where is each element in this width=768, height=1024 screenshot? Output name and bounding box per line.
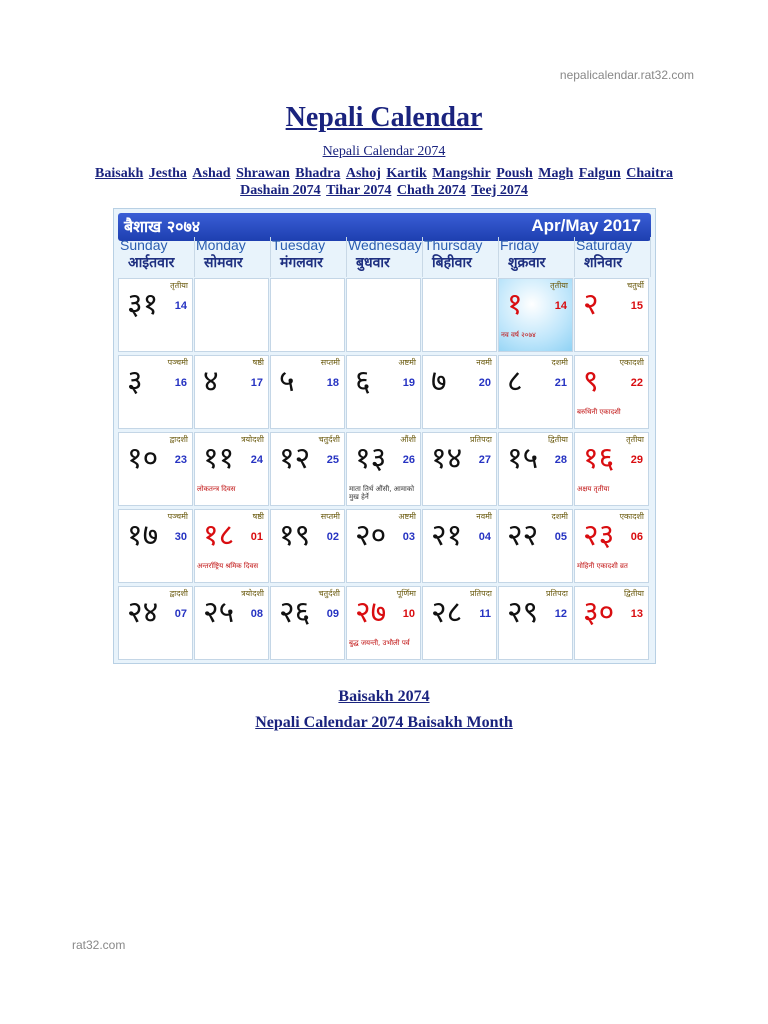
empty-cell bbox=[194, 278, 269, 352]
tithi-label: प्रतिपदा bbox=[469, 589, 492, 598]
tithi-label: पञ्चमी bbox=[167, 358, 188, 367]
date-cell[interactable] bbox=[270, 586, 345, 660]
date-cell[interactable] bbox=[574, 355, 649, 429]
event-label: लोकतन्त्र दिवस bbox=[197, 485, 236, 493]
date-cell[interactable] bbox=[498, 586, 573, 660]
date-cell[interactable] bbox=[422, 432, 497, 506]
nav-month-jestha[interactable]: Jestha bbox=[148, 166, 187, 181]
date-cell[interactable] bbox=[346, 355, 421, 429]
nepali-date: ५ bbox=[279, 364, 295, 399]
nav-month-ashoj[interactable]: Ashoj bbox=[345, 166, 381, 181]
english-date: 09 bbox=[326, 608, 339, 620]
event-label: नव वर्ष २०७४ bbox=[501, 331, 536, 339]
month-nav bbox=[0, 166, 768, 182]
tithi-label: पञ्चमी bbox=[167, 512, 188, 521]
date-cell[interactable] bbox=[118, 432, 193, 506]
english-date: 03 bbox=[402, 531, 415, 543]
nav-month-shrawan[interactable]: Shrawan bbox=[236, 166, 290, 181]
english-date: 16 bbox=[174, 377, 187, 389]
date-cell[interactable] bbox=[346, 586, 421, 660]
tithi-label: चतुर्थी bbox=[627, 281, 644, 290]
date-cell[interactable] bbox=[118, 278, 193, 352]
tithi-label: एकादशी bbox=[619, 512, 644, 521]
nav-month-kartik[interactable]: Kartik bbox=[386, 166, 427, 181]
english-date: 18 bbox=[326, 377, 339, 389]
tithi-label: एकादशी bbox=[619, 358, 644, 367]
tithi-label: सप्तमी bbox=[320, 512, 340, 521]
baisakh-month-link[interactable]: Nepali Calendar 2074 Baisakh Month bbox=[255, 714, 513, 731]
day-name-nepali: सोमवार bbox=[204, 255, 243, 271]
tithi-label: अष्टमी bbox=[398, 358, 416, 367]
nepali-date: २७ bbox=[355, 595, 387, 630]
date-cell[interactable] bbox=[422, 509, 497, 583]
nepali-date: ११ bbox=[203, 441, 235, 476]
date-cell[interactable] bbox=[422, 586, 497, 660]
english-date: 17 bbox=[250, 377, 263, 389]
event-label: अक्षय तृतीया bbox=[577, 485, 610, 493]
day-name-nepali: मंगलवार bbox=[280, 255, 323, 271]
nav-month-ashad[interactable]: Ashad bbox=[192, 166, 231, 181]
day-name-english: Wednesday bbox=[348, 237, 422, 253]
nepali-date: ३ bbox=[127, 364, 143, 399]
nepali-date: ३० bbox=[583, 595, 615, 630]
nepali-date: ४ bbox=[203, 364, 219, 399]
footer-url: rat32.com bbox=[72, 938, 126, 952]
event-label: बरुथिनी एकादशी bbox=[577, 408, 621, 416]
nepali-date: १३ bbox=[355, 441, 387, 476]
empty-cell bbox=[270, 278, 345, 352]
nepali-date: १९ bbox=[279, 518, 311, 553]
english-date: 12 bbox=[554, 608, 567, 620]
date-cell[interactable] bbox=[574, 432, 649, 506]
nav-month-baisakh[interactable]: Baisakh bbox=[95, 166, 144, 181]
nepali-date: २० bbox=[355, 518, 387, 553]
english-date: 15 bbox=[630, 300, 643, 312]
day-header-saturday bbox=[574, 237, 651, 277]
tithi-label: प्रतिपदा bbox=[545, 589, 568, 598]
tithi-label: अष्टमी bbox=[398, 512, 416, 521]
nav-festival-tihar-2074[interactable]: Tihar 2074 bbox=[326, 183, 392, 198]
day-name-nepali: शुक्रवार bbox=[508, 255, 546, 271]
english-date: 23 bbox=[174, 454, 187, 466]
day-name-english: Thursday bbox=[424, 237, 483, 253]
date-cell[interactable] bbox=[498, 432, 573, 506]
english-date: 06 bbox=[630, 531, 643, 543]
day-header-sunday bbox=[118, 237, 195, 277]
day-header-tuesday bbox=[270, 237, 347, 277]
english-date: 10 bbox=[402, 608, 415, 620]
date-cell[interactable] bbox=[498, 509, 573, 583]
day-name-nepali: आईतवार bbox=[128, 255, 175, 271]
nepali-date: २ bbox=[583, 287, 599, 322]
event-label: बुद्ध जयन्ती, उभौली पर्व bbox=[349, 639, 410, 647]
festival-nav bbox=[0, 183, 768, 199]
english-date: 25 bbox=[326, 454, 339, 466]
english-date: 13 bbox=[630, 608, 643, 620]
day-name-english: Friday bbox=[500, 237, 539, 253]
date-cell[interactable] bbox=[118, 586, 193, 660]
day-name-english: Saturday bbox=[576, 237, 633, 253]
nepali-date: ३१ bbox=[127, 287, 159, 322]
nepali-date: १६ bbox=[583, 441, 615, 476]
nav-month-bhadra[interactable]: Bhadra bbox=[295, 166, 341, 181]
nepali-date: २२ bbox=[507, 518, 539, 553]
english-date: 24 bbox=[250, 454, 263, 466]
date-cell[interactable] bbox=[574, 278, 649, 352]
event-label: अन्तर्राष्ट्रिय श्रमिक दिवस bbox=[197, 562, 259, 570]
site-header-url: nepalicalendar.rat32.com bbox=[559, 68, 694, 82]
nepali-date: २६ bbox=[279, 595, 311, 630]
nav-festival-teej-2074[interactable]: Teej 2074 bbox=[471, 183, 528, 198]
date-cell[interactable] bbox=[194, 586, 269, 660]
nepali-date: २८ bbox=[431, 595, 463, 630]
tithi-label: पूर्णिमा bbox=[396, 589, 416, 598]
tithi-label: द्वादशी bbox=[169, 589, 188, 598]
tithi-label: चतुर्दशी bbox=[318, 435, 340, 444]
page-title[interactable]: Nepali Calendar bbox=[285, 102, 483, 133]
date-cell[interactable] bbox=[118, 509, 193, 583]
baisakh-link[interactable]: Baisakh 2074 bbox=[338, 688, 430, 705]
nepali-date: १२ bbox=[279, 441, 311, 476]
tithi-label: प्रतिपदा bbox=[469, 435, 492, 444]
english-date: 30 bbox=[174, 531, 187, 543]
english-date: 29 bbox=[630, 454, 643, 466]
date-cell[interactable] bbox=[118, 355, 193, 429]
day-name-english: Sunday bbox=[120, 237, 168, 253]
date-cell[interactable] bbox=[270, 509, 345, 583]
nav-month-chaitra[interactable]: Chaitra bbox=[626, 166, 673, 181]
english-date: 05 bbox=[554, 531, 567, 543]
tithi-label: द्वितीया bbox=[623, 589, 644, 598]
calendar-header-nepali: बैशाख २०७४ bbox=[124, 217, 201, 236]
nepali-date: ७ bbox=[431, 364, 447, 399]
english-date: 01 bbox=[250, 531, 263, 543]
date-cell[interactable] bbox=[422, 355, 497, 429]
english-date: 14 bbox=[174, 300, 187, 312]
tithi-label: नवमी bbox=[476, 358, 492, 367]
english-date: 21 bbox=[554, 377, 567, 389]
nepali-date: १० bbox=[127, 441, 159, 476]
nepali-date: २५ bbox=[203, 595, 235, 630]
empty-cell bbox=[346, 278, 421, 352]
english-date: 02 bbox=[326, 531, 339, 543]
nepali-date: १७ bbox=[127, 518, 159, 553]
date-cell[interactable] bbox=[346, 509, 421, 583]
tithi-label: औंशी bbox=[400, 435, 416, 444]
nepali-date: २३ bbox=[583, 518, 615, 553]
date-cell[interactable] bbox=[498, 278, 573, 352]
english-date: 27 bbox=[478, 454, 491, 466]
nepali-date: २१ bbox=[431, 518, 463, 553]
english-date: 11 bbox=[479, 608, 491, 620]
day-header-friday bbox=[498, 237, 575, 277]
day-header-monday bbox=[194, 237, 271, 277]
date-cell[interactable] bbox=[498, 355, 573, 429]
tithi-label: नवमी bbox=[476, 512, 492, 521]
event-label: मोहिनी एकादशी व्रत bbox=[577, 562, 628, 570]
english-date: 19 bbox=[402, 377, 415, 389]
english-date: 28 bbox=[554, 454, 567, 466]
tithi-label: दशमी bbox=[551, 512, 568, 521]
date-cell[interactable] bbox=[194, 355, 269, 429]
nepali-date: ८ bbox=[507, 364, 523, 399]
nav-month-magh[interactable]: Magh bbox=[538, 166, 574, 181]
day-name-nepali: शनिवार bbox=[584, 255, 623, 271]
day-name-english: Monday bbox=[196, 237, 246, 253]
tithi-label: सप्तमी bbox=[320, 358, 340, 367]
tithi-label: त्रयोदशी bbox=[241, 589, 264, 598]
nepali-date: १ bbox=[507, 287, 523, 322]
english-date: 07 bbox=[174, 608, 187, 620]
nepali-date: ९ bbox=[583, 364, 599, 399]
tithi-label: दशमी bbox=[551, 358, 568, 367]
english-date: 08 bbox=[250, 608, 263, 620]
calendar-header-english: Apr/May 2017 bbox=[531, 216, 641, 235]
english-date: 04 bbox=[478, 531, 491, 543]
day-header-thursday bbox=[422, 237, 499, 277]
nav-month-poush[interactable]: Poush bbox=[496, 166, 533, 181]
english-date: 26 bbox=[402, 454, 415, 466]
tithi-label: तृतीया bbox=[170, 281, 188, 290]
english-date: 22 bbox=[630, 377, 643, 389]
event-label: माता तिर्थ औंसी, आमाको मुख हेर्ने bbox=[349, 485, 415, 501]
date-cell[interactable] bbox=[270, 432, 345, 506]
tithi-label: षष्ठी bbox=[252, 358, 264, 367]
nepali-date: १८ bbox=[203, 518, 235, 553]
empty-cell bbox=[422, 278, 497, 352]
nepali-date: २९ bbox=[507, 595, 539, 630]
nepali-date: २४ bbox=[127, 595, 159, 630]
date-cell[interactable] bbox=[194, 432, 269, 506]
english-date: 14 bbox=[554, 300, 567, 312]
tithi-label: षष्ठी bbox=[252, 512, 264, 521]
tithi-label: द्वितीया bbox=[547, 435, 568, 444]
tithi-label: चतुर्दशी bbox=[318, 589, 340, 598]
date-cell[interactable] bbox=[574, 509, 649, 583]
date-cell[interactable] bbox=[270, 355, 345, 429]
tithi-label: तृतीया bbox=[550, 281, 568, 290]
nav-festival-dashain-2074[interactable]: Dashain 2074 bbox=[240, 183, 321, 198]
tithi-label: द्वादशी bbox=[169, 435, 188, 444]
day-header-wednesday bbox=[346, 237, 423, 277]
day-name-nepali: बिहीवार bbox=[432, 255, 472, 271]
calendar-grid bbox=[113, 208, 656, 664]
nav-month-mangshir[interactable]: Mangshir bbox=[432, 166, 491, 181]
english-date: 20 bbox=[478, 377, 491, 389]
day-name-english: Tuesday bbox=[272, 237, 326, 253]
nav-month-falgun[interactable]: Falgun bbox=[578, 166, 621, 181]
date-cell[interactable] bbox=[346, 432, 421, 506]
nepali-date: १४ bbox=[431, 441, 463, 476]
nepali-date: १५ bbox=[507, 441, 539, 476]
nav-festival-chath-2074[interactable]: Chath 2074 bbox=[396, 183, 466, 198]
tithi-label: तृतीया bbox=[626, 435, 644, 444]
date-cell[interactable] bbox=[574, 586, 649, 660]
day-name-nepali: बुधवार bbox=[356, 255, 390, 271]
tithi-label: त्रयोदशी bbox=[241, 435, 264, 444]
date-cell[interactable] bbox=[194, 509, 269, 583]
subtitle-link[interactable]: Nepali Calendar 2074 bbox=[322, 144, 446, 159]
nepali-date: ६ bbox=[355, 364, 371, 399]
